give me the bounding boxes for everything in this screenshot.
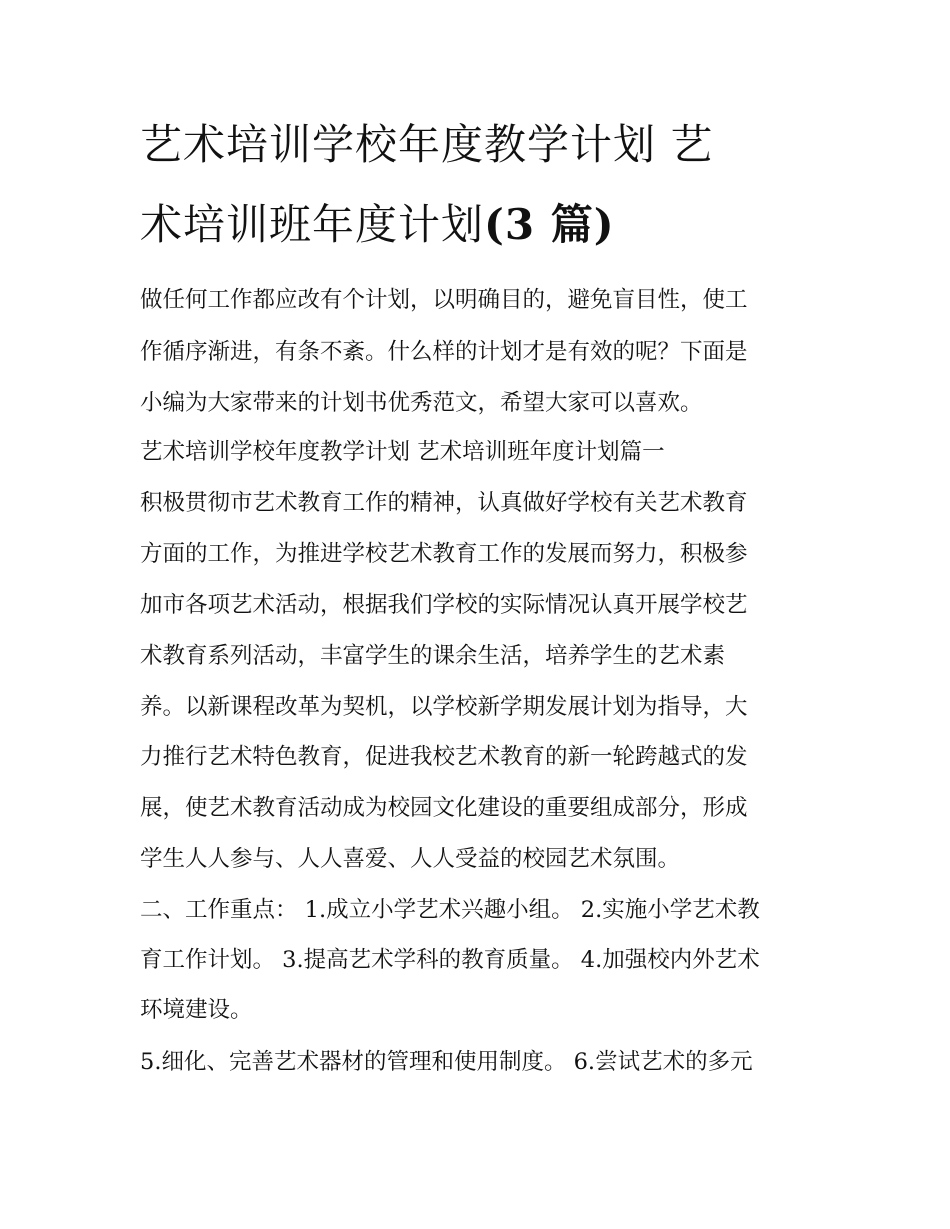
- paragraph-line-1: 积极贯彻市艺术教育工作的精神，认真做好学校有关艺术教育: [140, 490, 748, 516]
- intro-line-3: 小编为大家带来的计划书优秀范文，希望大家可以喜欢。: [140, 390, 703, 416]
- intro-line-2: 作循序渐进，有条不紊。什么样的计划才是有效的呢？下面是: [140, 339, 748, 365]
- paragraph-line-7: 展，使艺术教育活动成为校园文化建设的重要组成部分，形成: [140, 795, 748, 821]
- focus-line-2: 育工作计划。 3.提高艺术学科的教育质量。 4.加强校内外艺术: [140, 947, 760, 973]
- document-title-line-2: [140, 200, 615, 250]
- paragraph-line-8: 学生人人参与、人人喜爱、人人受益的校园艺术氛围。: [140, 846, 681, 872]
- paragraph-line-6: 力推行艺术特色教育，促进我校艺术教育的新一轮跨越式的发: [140, 744, 748, 770]
- paragraph-line-4: 术教育系列活动，丰富学生的课余生活，培养学生的艺术素: [140, 643, 726, 669]
- title-text-1: 艺术培训学校年度教学计划 艺: [140, 120, 714, 169]
- paragraph-line-2: 方面的工作，为推进学校艺术教育工作的发展而努力，积极参: [140, 541, 748, 567]
- title-text-2: 术培训班年度计划: [140, 200, 485, 249]
- title-count: (3 篇): [484, 200, 615, 249]
- paragraph-line-5: 养。以新课程改革为契机，以学校新学期发展计划为指导，大: [140, 694, 748, 720]
- focus-line-4: 5.细化、完善艺术器材的管理和使用制度。 6.尝试艺术的多元: [140, 1049, 753, 1075]
- focus-line-1: 二、工作重点： 1.成立小学艺术兴趣小组。 2.实施小学艺术教: [140, 897, 760, 923]
- section-heading-1: 艺术培训学校年度教学计划 艺术培训班年度计划篇一: [140, 439, 665, 465]
- focus-line-3: 环境建设。: [140, 997, 253, 1023]
- document-title-line-1: [140, 120, 713, 170]
- intro-line-1: 做任何工作都应改有个计划，以明确目的，避免盲目性，使工: [140, 287, 748, 313]
- paragraph-line-3: 加市各项艺术活动，根据我们学校的实际情况认真开展学校艺: [140, 592, 748, 618]
